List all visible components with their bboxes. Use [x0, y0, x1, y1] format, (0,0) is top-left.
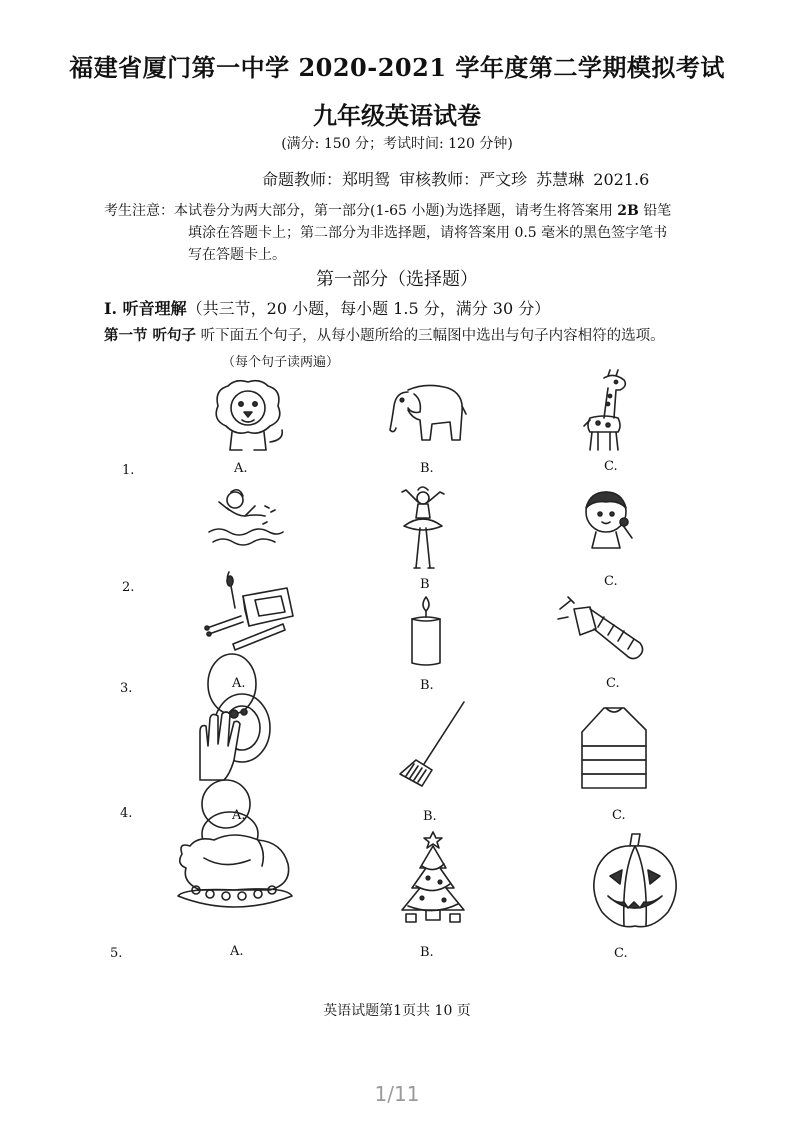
question-number: 4. [120, 806, 133, 821]
section-heading [104, 296, 550, 319]
question-number: 3. [120, 681, 133, 696]
subsection-desc: 听下面五个句子，从每小题所给的三幅图中选出与句子内容相符的选项。 [196, 328, 665, 344]
option-label: B. [423, 809, 437, 824]
option-label: A. [234, 461, 248, 476]
candidate-notice [104, 200, 724, 266]
read-twice-note: （每个句子读两遍） [222, 355, 340, 370]
page-footer: 英语试题第1页共 10 页 [323, 1003, 471, 1019]
exam-subtitle: 九年级英语试卷 [313, 101, 481, 130]
notice-prefix: 考生注意： [104, 203, 174, 219]
notice-line1a: 本试卷分为两大部分，第一部分(1-65 小题)为选择题，请考生将答案用 [174, 203, 618, 219]
subsection-heading [104, 324, 665, 345]
roast-turkey-icon [174, 778, 296, 918]
option-label: B. [420, 678, 434, 693]
option-label: C. [606, 676, 620, 691]
subsection-label: 第一节 听句子 [104, 327, 197, 344]
swimmer-icon [205, 486, 285, 552]
glove-plate-icon [190, 650, 276, 786]
flashlight-icon [556, 595, 648, 667]
option-label: C. [604, 574, 618, 589]
folded-clothes-icon [576, 702, 652, 794]
jack-o-lantern-icon [588, 832, 682, 930]
elephant-icon [386, 380, 468, 444]
section-desc: （共三节，20 小题，每小题 1.5 分，满分 30 分） [186, 299, 551, 318]
matches-icon [203, 568, 295, 650]
giraffe-icon [580, 368, 640, 452]
option-label: B. [420, 945, 434, 960]
option-label: B [420, 577, 430, 592]
option-label: B. [420, 461, 434, 476]
option-label: A. [232, 676, 246, 691]
singer-icon [578, 484, 642, 556]
question-number: 2. [122, 580, 135, 595]
notice-line3: 写在答题卡上。 [188, 247, 286, 263]
candle-icon [408, 595, 444, 669]
teacher-line: 命题教师：郑明鸳 审核教师：严文珍 苏慧琳 2021.6 [262, 170, 650, 189]
option-label: A. [230, 944, 244, 959]
lion-icon [208, 376, 288, 454]
option-label: C. [604, 459, 618, 474]
broom-icon [396, 700, 468, 790]
section-label: I. 听音理解 [104, 299, 187, 318]
exam-title: 福建省厦门第一中学 2020-2021 学年度第二学期模拟考试 [69, 53, 725, 82]
option-label: C. [612, 808, 626, 823]
exam-info: (满分: 150 分；考试时间: 120 分钟) [281, 136, 513, 152]
option-label: A. [232, 808, 246, 823]
page-indicator: 1/11 [374, 1082, 420, 1106]
ballerina-icon [398, 484, 448, 572]
notice-line2: 填涂在答题卡上；第二部分为非选择题，请将答案用 0.5 毫米的黑色签字笔书 [188, 225, 668, 241]
notice-line1-bold: 2B [617, 203, 639, 219]
option-label: C. [614, 946, 628, 961]
question-number: 1. [122, 463, 135, 478]
question-number: 5. [110, 946, 123, 961]
notice-line1b: 铅笔 [638, 203, 672, 219]
christmas-tree-icon [398, 830, 468, 924]
part-title: 第一部分（选择题） [316, 269, 478, 290]
